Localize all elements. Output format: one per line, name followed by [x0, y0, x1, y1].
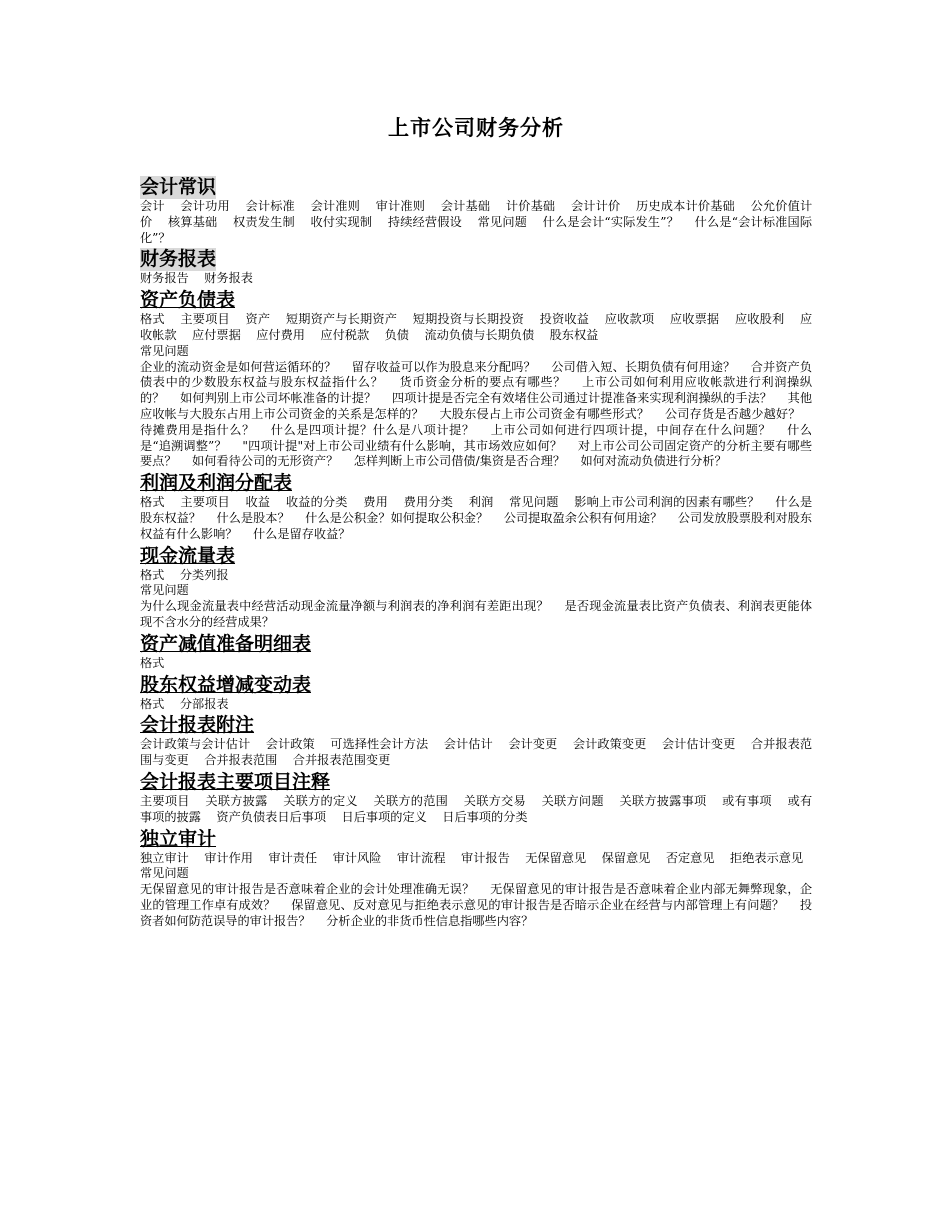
section-heading: 独立审计	[140, 827, 217, 850]
section	[140, 472, 812, 542]
topic-link[interactable]: 财务报告	[140, 271, 189, 286]
topic-link[interactable]: 股东权益	[549, 327, 599, 342]
topic-link[interactable]: 日后事项的分类	[442, 809, 528, 824]
section-list	[140, 176, 812, 930]
topic-link[interactable]: 关联方交易	[463, 793, 526, 808]
topic-link[interactable]: 什么是留存收益？	[252, 526, 351, 541]
topic-link[interactable]: 会计功用	[180, 199, 230, 213]
topic-link[interactable]: 合并报表范围变更	[292, 753, 391, 768]
topic-link[interactable]: 审计风险	[332, 850, 382, 865]
topic-link[interactable]: 留存收益可以作为股息来分配吗？	[351, 359, 536, 374]
topic-link[interactable]: 主要项目	[140, 793, 190, 808]
topic-link[interactable]: 会计计价	[570, 199, 621, 213]
topic-link[interactable]: 公司发放股票股利对股东权益有什么影响？	[140, 510, 813, 541]
topic-link[interactable]: 对上市公司公司固定资产的分析主要有哪些要点？	[140, 438, 813, 469]
topic-link[interactable]: 财务报表	[204, 271, 253, 286]
section-paragraph	[140, 360, 812, 471]
section-paragraph	[140, 851, 812, 867]
topic-link[interactable]: 什么是股本？	[216, 510, 290, 525]
document-title: 上市公司财务分析	[388, 115, 564, 140]
section-paragraph	[140, 882, 812, 929]
topic-link[interactable]: 无保留意见	[525, 850, 587, 865]
topic-link[interactable]: 货币资金分析的要点有哪些？	[399, 375, 566, 390]
topic-link[interactable]: 收付实现制	[310, 214, 373, 229]
topic-link[interactable]: 权责发生制	[233, 214, 295, 229]
topic-link[interactable]: 格式	[140, 312, 165, 327]
topic-link[interactable]: 关联方披露事项	[619, 793, 707, 808]
section-paragraph	[140, 697, 812, 713]
topic-link[interactable]: 日后事项的定义	[341, 809, 427, 824]
section-paragraph	[140, 344, 812, 360]
section-paragraph	[140, 199, 812, 246]
topic-link[interactable]: 什么是四项计提？什么是八项计提？	[270, 422, 475, 437]
topic-link[interactable]: 分部报表	[179, 696, 229, 711]
section-heading: 会计报表主要项目注释	[140, 770, 331, 793]
topic-link[interactable]: 或有事项	[722, 793, 772, 808]
section-heading: 会计报表附注	[140, 714, 255, 737]
topic-link[interactable]: 什么是“会计标准国际化”？	[140, 214, 813, 245]
section-heading: 利润及利润分配表	[140, 472, 293, 495]
topic-link[interactable]: "四项计提"对上市公司业绩有什么影响，其市场效应如何？	[242, 438, 563, 453]
topic-link[interactable]: 上市公司如何利用应收帐款进行利润操纵的？	[140, 375, 813, 406]
topic-link[interactable]: 利润	[468, 495, 494, 510]
topic-link[interactable]: 格式	[140, 696, 165, 711]
topic-link[interactable]: 合并资产负债表中的少数股东权益与股东权益指什么？	[140, 359, 813, 390]
topic-link[interactable]: 公允价值计价	[140, 199, 813, 229]
section	[140, 248, 812, 287]
topic-link[interactable]: 格式	[140, 495, 165, 510]
section-paragraph	[140, 568, 812, 584]
topic-link[interactable]: 公司提取盈余公积有何用途？	[503, 510, 663, 525]
section-paragraph	[140, 495, 812, 542]
topic-link[interactable]: 大股东侵占上市公司资金有哪些形式？	[439, 406, 650, 421]
topic-link[interactable]: 常见问题	[140, 583, 189, 598]
topic-link[interactable]: 常见问题	[477, 214, 528, 229]
topic-link[interactable]: 持续经营假设	[387, 214, 462, 229]
topic-link[interactable]: 会计标准	[245, 199, 295, 213]
topic-link[interactable]: 应付费用	[256, 327, 305, 342]
section-paragraph	[140, 866, 812, 882]
topic-link[interactable]: 保留意见	[601, 850, 651, 865]
topic-link[interactable]: 合并报表范围与变更	[140, 737, 813, 768]
topic-link[interactable]: 会计基础	[440, 199, 491, 213]
topic-link[interactable]: 投资者如何防范误导的审计报告？	[140, 897, 813, 928]
section	[140, 176, 812, 246]
topic-link[interactable]: 关联方的范围	[373, 793, 449, 808]
topic-link[interactable]: 如何判别上市公司坏帐准备的计提？	[180, 391, 377, 406]
topic-link[interactable]: 无保留意见的审计报告是否意味着企业内部无舞弊现象，企业的管理工作卓有成效？	[140, 882, 813, 912]
topic-link[interactable]: 保留意见、反对意见与拒绝表示意见的审计报告是否暗示企业在经营与内部管理上有问题？	[291, 897, 785, 912]
topic-link[interactable]: 会计估计变更	[661, 737, 736, 752]
section	[140, 289, 812, 470]
topic-link[interactable]: 会计准则	[310, 199, 361, 213]
topic-link[interactable]: 投资收益	[539, 312, 590, 327]
topic-link[interactable]: 如何对流动负债进行分析？	[580, 454, 727, 469]
topic-link[interactable]: 常见问题	[140, 866, 189, 881]
topic-link[interactable]: 费用	[363, 495, 389, 510]
section-paragraph	[140, 583, 812, 599]
topic-link[interactable]: 什么是会计“实际发生”？	[542, 214, 680, 229]
section-heading: 现金流量表	[140, 544, 236, 567]
section-heading: 股东权益增减变动表	[140, 673, 312, 696]
topic-link[interactable]: 应付税款	[320, 327, 370, 342]
topic-link[interactable]: 关联方披露	[205, 793, 268, 808]
topic-link[interactable]: 独立审计	[140, 850, 189, 865]
topic-link[interactable]: 主要项目	[180, 495, 230, 510]
topic-link[interactable]: 会计政策与会计估计	[140, 737, 251, 752]
topic-link[interactable]: 计价基础	[505, 199, 556, 213]
topic-link[interactable]: 什么是股东权益？	[140, 495, 813, 525]
topic-link[interactable]: 无保留意见的审计报告是否意味着企业的会计处理准确无误？	[140, 882, 475, 897]
topic-link[interactable]: 是否现金流量表比资产负债表、利润表更能体现不含水分的经营成果？	[140, 599, 813, 629]
topic-link[interactable]: 资产负债表日后事项	[216, 809, 327, 824]
topic-link[interactable]: 常见问题	[140, 343, 189, 358]
topic-link[interactable]: 应收款项	[604, 312, 655, 327]
topic-link[interactable]: 应付票据	[192, 327, 241, 342]
section-heading: 会计常识	[140, 176, 217, 198]
topic-link[interactable]: 收益的分类	[285, 495, 348, 510]
topic-link[interactable]: 否定意见	[665, 850, 715, 865]
topic-link[interactable]: 格式	[140, 655, 165, 670]
section-paragraph	[140, 312, 812, 344]
topic-link[interactable]: 待摊费用是指什么？	[140, 422, 255, 437]
topic-link[interactable]: 应收帐款	[140, 312, 813, 342]
topic-link[interactable]: 会计政策变更	[572, 737, 647, 752]
topic-link[interactable]: 四项计提是否完全有效堵住公司通过计提准备来实现利润操纵的手法？	[391, 391, 773, 406]
topic-link[interactable]: 审计作用	[204, 850, 253, 865]
topic-link[interactable]: 如何看待公司的无形资产？	[192, 454, 339, 469]
section-paragraph	[140, 737, 812, 769]
topic-link[interactable]: 为什么现金流量表中经营活动现金流量净额与利润表的净利润有差距出现？	[140, 599, 549, 614]
topic-link[interactable]: 分类列报	[179, 567, 229, 582]
section-paragraph	[140, 271, 812, 287]
topic-link[interactable]: 公司借入短、长期负债有何用途？	[551, 359, 736, 374]
topic-link[interactable]: 会计	[140, 199, 165, 213]
section	[140, 633, 812, 672]
document-page	[140, 112, 812, 930]
topic-link[interactable]: 历史成本计价基础	[636, 199, 735, 213]
section-heading: 财务报表	[140, 248, 217, 271]
topic-link[interactable]: 费用分类	[403, 495, 454, 510]
topic-link[interactable]: 应收票据	[669, 312, 720, 327]
topic-link[interactable]: 关联方问题	[541, 793, 604, 808]
topic-link[interactable]: 其他应收帐与大股东占用上市公司资金的关系是怎样的？	[140, 391, 813, 421]
topic-link[interactable]: 分析企业的非货币性信息指哪些内容？	[326, 913, 534, 928]
topic-link[interactable]: 格式	[140, 567, 165, 582]
topic-link[interactable]: 常见问题	[509, 495, 559, 510]
topic-link[interactable]: 会计变更	[508, 737, 558, 752]
topic-link[interactable]: 核算基础	[167, 214, 218, 229]
topic-link[interactable]: 上市公司如何进行四项计提，中间存在什么问题？	[490, 422, 772, 437]
topic-link[interactable]: 影响上市公司利润的因素有哪些？	[574, 495, 760, 510]
section-heading: 资产负债表	[140, 289, 236, 312]
section	[140, 714, 812, 769]
topic-link[interactable]: 短期投资与长期投资	[412, 312, 525, 327]
topic-link[interactable]: 公司存货是否越少越好？	[664, 406, 801, 421]
section-paragraph	[140, 794, 812, 826]
section	[140, 771, 812, 826]
section-paragraph	[140, 599, 812, 631]
topic-link[interactable]: 流动负债与长期负债	[424, 327, 535, 342]
topic-link[interactable]: 审计流程	[396, 850, 446, 865]
topic-link[interactable]: 或有事项的披露	[140, 793, 813, 824]
topic-link[interactable]: 企业的流动资金是如何营运循环的？	[140, 359, 337, 374]
topic-link[interactable]: 短期资产与长期资产	[285, 312, 398, 327]
section	[140, 674, 812, 713]
topic-link[interactable]: 主要项目	[180, 312, 230, 327]
section-heading: 资产减值准备明细表	[140, 632, 312, 655]
section	[140, 828, 812, 930]
topic-link[interactable]: 收益	[245, 495, 271, 510]
topic-link[interactable]: 拒绝表示意见	[730, 850, 804, 865]
topic-link[interactable]: 负债	[384, 327, 409, 342]
topic-link[interactable]: 合并报表范围	[204, 753, 278, 768]
topic-link[interactable]: 资产	[245, 312, 271, 327]
topic-link[interactable]: 什么是公积金？如何提取公积金？	[305, 510, 489, 525]
topic-link[interactable]: 什么是“追溯调整”？	[140, 422, 813, 453]
topic-link[interactable]: 应收股利	[734, 312, 785, 327]
topic-link[interactable]: 关联方的定义	[283, 793, 358, 808]
topic-link[interactable]: 怎样判断上市公司借债/集资是否合理？	[353, 454, 566, 469]
topic-link[interactable]: 可选择性会计方法	[330, 737, 429, 752]
topic-link[interactable]: 会计估计	[443, 737, 493, 752]
topic-link[interactable]: 审计准则	[375, 199, 426, 213]
topic-link[interactable]: 会计政策	[265, 737, 315, 752]
section-paragraph	[140, 656, 812, 672]
topic-link[interactable]: 审计责任	[268, 850, 318, 865]
section	[140, 545, 812, 631]
topic-link[interactable]: 审计报告	[461, 850, 510, 865]
